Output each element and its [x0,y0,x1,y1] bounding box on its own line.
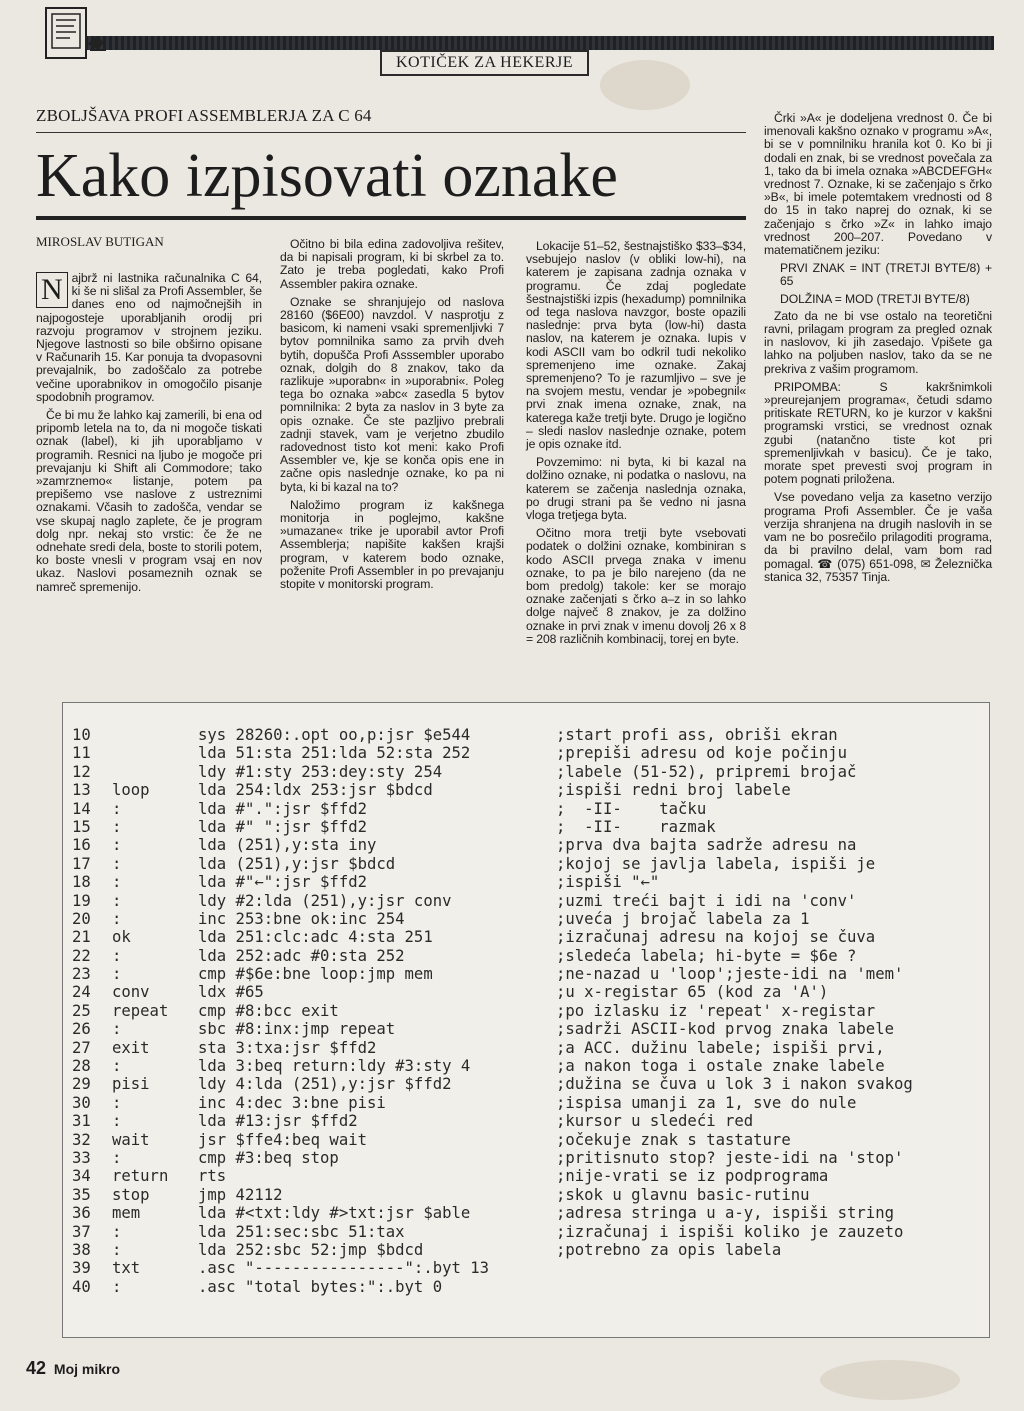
line-instruction: lda 252:adc #0:sta 252 [198,946,405,965]
line-comment: ;izračunaj adresu na kojoj se čuva [556,928,876,947]
listing-line [72,1002,982,1020]
line-instruction: lda 254:ldx 253:jsr $bdcd [198,781,433,800]
listing-line [72,1204,982,1222]
line-comment: ;u x-registar 65 (kod za 'A') [556,983,829,1002]
line-instruction: lda 251:clc:adc 4:sta 251 [198,928,433,947]
line-instruction: .asc "----------------":.byt 13 [198,1259,490,1278]
line-instruction: ldy #1:sty 253:dey:sty 254 [198,762,443,781]
line-instruction: lda #<txt:ldy #>txt:jsr $able [198,1204,471,1223]
header-band [46,36,994,50]
line-label: txt [112,1259,141,1278]
line-label: : [112,1222,122,1241]
paragraph: Povzemimo: ni byta, ki bi kazal na dolžino oznake, ni podatka o naslovu, na katerem se začenja naslednja oznaka, po drugi strani pa še vedno ni jasna vloga tretjega byta. [526,455,746,523]
line-number: 30 [72,1093,91,1112]
line-number: 21 [72,928,91,947]
line-label [112,763,198,781]
line-label: return [112,1167,169,1186]
line-instruction: lda #13:jsr $ffd2 [198,1112,358,1131]
line-instruction: jmp 42112 [198,1185,283,1204]
listing-line [72,1278,982,1296]
paragraph: Vse povedano velja za kasetno verzijo programa Profi Assembler. Če je vaša verzija shranjena na drugih naslovih in se vam ne bo posrečilo prilagoditi programa, da bi pravilno delal, vam bom rad pomagal. ☎ (075) 651-098, ✉ Železnička stanica 32, 75357 Tinja. [764,490,992,584]
listing-line [72,744,982,762]
listing-line [72,800,982,818]
line-instruction: ldy #2:lda (251),y:jsr conv [198,891,452,910]
listing-line [72,947,982,965]
line-instruction: cmp #$6e:bne loop:jmp mem [198,965,433,984]
line-instruction: lda (251),y:jsr $bdcd [198,854,396,873]
line-comment: ;adresa stringa u a-y, ispiši string [556,1204,894,1223]
line-comment: ;ne-nazad u 'loop';jeste-idi na 'mem' [556,965,904,984]
listing-line [72,1167,982,1185]
line-number: 25 [72,1001,91,1020]
line-comment: ;ispisa umanji za 1, sve do nule [556,1093,857,1112]
line-label: : [112,946,122,965]
line-instruction: lda #"←":jsr $ffd2 [198,873,367,892]
line-number: 27 [72,1038,91,1057]
line-comment: ;skok u glavnu basic-rutinu [556,1185,810,1204]
line-label: pisi [112,1075,150,1094]
line-number: 22 [72,946,91,965]
line-label: : [112,1020,122,1039]
line-comment: ;prva dva bajta sadrže adresu na [556,836,857,855]
listing-line [72,836,982,854]
formula: DOLŽINA = MOD (TRETJI BYTE/8) [780,291,970,306]
line-instruction: rts [198,1167,227,1186]
line-label: exit [112,1038,150,1057]
listing-line [72,1241,982,1259]
listing-line [72,910,982,928]
line-comment: ; -II- razmak [556,817,716,836]
paragraph: Lokacije 51–52, šestnajstiško $33–$34, vsebujejo naslov (v obliki low-hi), na katerem je zapisana zadnja oznaka v programu. Če zdaj pogledate šestnajstiški izpis (hexadump) pomnilnika od tega naslova navzgor, boste opazili naslednje: prva byta (low-hi) dasta naslov, na katerem je oznaka. Iupis v kodi ASCII vam bo odkril tudi nekoliko spremenjeno ime oznake. Zakaj spremenjeno? To je razumljivo – sve je na svojem mestu, vendar je »pobegnil« prvi znak imena oznake, znak, na katerega kaže tretji byte. Drugo je logično – sledi naslov naslednje oznake, potem je opis oznake itd. [526,239,746,452]
line-comment: ;kursor u sledeći red [556,1112,754,1131]
line-label: : [112,1240,122,1259]
line-number: 12 [72,762,91,781]
column-3 [526,240,746,651]
paragraph: Očitno bi bila edina zadovoljiva rešitev, da bi napisali program, ki bi skrbel za to. Zato je treba pogledati, kako Profi Assembler pakira oznake. [280,237,504,291]
line-number: 36 [72,1204,91,1223]
line-comment: ;ispiši "←" [556,873,660,892]
listing-line [72,726,982,744]
line-label: : [112,854,122,873]
line-instruction: inc 4:dec 3:bne pisi [198,1093,386,1112]
listing-line [72,1057,982,1075]
line-number: 19 [72,891,91,910]
listing-line [72,873,982,891]
column-4 [764,112,992,589]
line-number: 32 [72,1130,91,1149]
line-label: wait [112,1130,150,1149]
line-comment: ; -II- tačku [556,799,707,818]
line-number: 13 [72,781,91,800]
line-instruction: sys 28260:.opt oo,p:jsr $e544 [198,726,471,744]
line-comment [556,1259,976,1277]
listing-line [72,983,982,1001]
line-number: 14 [72,799,91,818]
line-number: 28 [72,1057,91,1076]
paragraph: Če bi mu že lahko kaj zamerili, bi ena od pripomb letela na to, da ni mogoče tiskati oznak (label), ki jih uporabljamo v programih. Resnici na ljubo je mogoče pri prevajanju ki Shift ali Commodore; tako »zamrznemo« listanje, potem pa prepišemo vse naslove z ustreznimi oznakami. Včasih to zadošča, vendar se vse skupaj naglo zaplete, če je program dolg npr. nekaj sto vrstic: če že ne odnehate sredi dela, boste to storili potem, ko boste vnesli v program vsaj en nov ukaz. Naslovi posameznih oznak se namreč spremenijo. [36,408,262,594]
line-comment: ;dužina se čuva u lok 3 i nakon svakog [556,1075,913,1094]
line-comment: ;po izlasku iz 'repeat' x-registar [556,1001,876,1020]
listing-line [72,763,982,781]
divider [36,216,746,220]
listing-line [72,1020,982,1038]
line-label: : [112,817,122,836]
line-comment [556,1278,976,1296]
line-label: : [112,799,122,818]
line-number: 24 [72,983,91,1002]
line-instruction: cmp #3:beq stop [198,1148,339,1167]
line-label: : [112,1093,122,1112]
line-instruction: lda 3:beq return:ldy #3:sty 4 [198,1057,471,1076]
line-number: 29 [72,1075,91,1094]
line-instruction: ldx #65 [198,983,264,1002]
line-instruction: sbc #8:inx:jmp repeat [198,1020,396,1039]
line-instruction: cmp #8:bcc exit [198,1001,339,1020]
line-number: 11 [72,744,91,763]
line-label [112,744,198,762]
line-label: : [112,873,122,892]
line-comment: ;očekuje znak s tastature [556,1130,791,1149]
paragraph: PRIPOMBA: S kakršnimkoli »preurejanjem programa«, četudi sdamo pritiskate RETURN, ko je kurzor v kakšni programski vrstici, se vrednost oznak zgubi (natančno tiste kot pri spremenljivkah v basicu). Če je tako, morate spet prevesti svoj program in potem pognati priložena. [764,379,992,487]
listing-line [72,1186,982,1204]
line-label: : [112,965,122,984]
paper-stain [820,1360,960,1400]
line-instruction: lda 251:sec:sbc 51:tax [198,1222,405,1241]
line-label: : [112,891,122,910]
line-comment: ;kojoj se javlja labela, ispiši je [556,854,876,873]
article-title: Kako izpisovati oznake [36,142,618,210]
line-instruction: jsr $ffe4:beq wait [198,1130,367,1149]
listing-line [72,781,982,799]
paragraph: Očitno mora tretji byte vsebovati podatek o dolžini oznake, kombiniran s kodo ASCII prvega znaka v imenu oznake, to pa je bilo narejeno (da ne bom predolg) takole: ker se morajo oznake začenjati s črko a–z in so lahko dolge največ 8 znakov, je za dolžino oznake in prvi znak v imenu dovolj 26 x 8 = 208 različnih kombinacij, torej en byte. [526,526,746,646]
program-listing [72,726,982,1296]
listing-line [72,892,982,910]
line-label: repeat [112,1001,169,1020]
line-number: 15 [72,817,91,836]
listing-line [72,928,982,946]
line-comment: ;start profi ass, obriši ekran [556,726,838,744]
line-instruction: lda #".":jsr $ffd2 [198,799,367,818]
line-instruction: inc 253:bne ok:inc 254 [198,909,405,928]
line-number: 39 [72,1259,91,1278]
line-instruction: .asc "total bytes:":.byt 0 [198,1277,443,1296]
line-instruction: ldy 4:lda (251),y:jsr $ffd2 [198,1075,452,1094]
line-label: : [112,836,122,855]
listing-line [72,1259,982,1277]
line-label: mem [112,1204,141,1223]
listing-line [72,965,982,983]
line-label: : [112,1277,122,1296]
line-label: : [112,1112,122,1131]
line-number: 18 [72,873,91,892]
line-label: loop [112,781,150,800]
line-comment: ;uveća j brojač labela za 1 [556,909,810,928]
line-number: 20 [72,909,91,928]
divider [36,132,746,133]
paragraph: Črki »A« je dodeljena vrednost 0. Če bi imenovali kakšno oznako v programu »A«, bi se v pomnilniku hranila kot 0. Ko bi ji dodali en znak, bi se vrednost povečala za 1, tako da bi imela oznaka »ABCDEFGH« vrednost 7. Oznake, ki se začenjajo s črko »B«, bi imele potemtakem vrednosti od 8 do 15 in tako naprej do oznak, ki se začenjajo s črko »Z« in lahko imajo vrednost 200–207. Povedano v matematičnem jeziku: [764,111,992,258]
drop-cap: N [36,272,68,308]
line-label [112,726,198,744]
listing-line [72,1223,982,1241]
listing-line [72,818,982,836]
line-comment: ;pritisnuto stop? jeste-idi na 'stop' [556,1148,904,1167]
paper-stain [600,60,690,110]
line-number: 40 [72,1277,91,1296]
line-number: 17 [72,854,91,873]
line-number: 34 [72,1167,91,1186]
line-comment: ;ispiši redni broj labele [556,781,791,800]
line-number: 35 [72,1185,91,1204]
line-instruction: sta 3:txa:jsr $ffd2 [198,1038,377,1057]
line-instruction: lda #" ":jsr $ffd2 [198,817,367,836]
line-label: : [112,1148,122,1167]
listing-line [72,1131,982,1149]
line-comment: ;prepiši adresu od koje počinju [556,744,848,763]
line-comment: ;nije-vrati se iz podprograma [556,1167,829,1186]
column-2 [280,238,504,596]
line-label: stop [112,1185,150,1204]
line-label: ok [112,928,131,947]
line-comment: ;sadrži ASCII-kod prvog znaka labele [556,1020,894,1039]
line-comment: ;a ACC. dužinu labele; ispiši prvi, [556,1038,885,1057]
column-1 [36,272,262,599]
line-number: 38 [72,1240,91,1259]
line-comment: ;a nakon toga i ostale znake labele [556,1057,885,1076]
author-byline: MIROSLAV BUTIGAN [36,234,164,249]
paragraph: Oznake se shranjujejo od naslova 28160 ($6E00) navzdol. V nasprotju z basicom, ki nameni vsaki spremenljivki 7 bytov pomnilnika samo za prvih dveh bytih, dopušča Profi Asssembler uporabo oznak, dolgih do 8 znakov, tako da razlikuje »uporabn« in »uporabni«. Poleg tega bo oznaka »abc« zasedla 5 bytov pomnilnika: 2 byta za naslov in 3 byte za opis oznake. Če ste pazljivo prebrali zadnji stavek, vam je verjetno zbudilo radovednost tisto kot meni: kako Profi Assembler ve, kje se konča opis ene in začne opis naslednje oznake, ko pa ni byta, ki bi kazal na to? [280,294,504,494]
line-comment: ;izračunaj i ispiši koliko je zauzeto [556,1222,904,1241]
line-number: 37 [72,1222,91,1241]
page-footer [26,1358,120,1379]
paragraph: N ajbrž ni lastnika računalnika C 64, ki še ni slišal za Profi Assembler, še danes eno od najmočnejših in najpogosteje uporabljanih orodij pri razvoju programov v strojnem jeziku. Njegove lastnosti so bile obširno opisane v Računarih 15. Kar ponuja ta dvopasovni prevajalnik, bo zadoščalo za potrebe večine uporabnikov in omogočilo pisanje spodobnih programov. [36,271,262,404]
computer-terminal-icon [44,6,110,62]
line-label: conv [112,983,150,1002]
page-number: 42 [26,1358,47,1378]
line-label: : [112,1057,122,1076]
line-instruction: lda 252:sbc 52:jmp $bdcd [198,1240,424,1259]
listing-line [72,1039,982,1057]
line-comment: ;uzmi treći bajt i idi na 'conv' [556,891,857,910]
listing-line [72,1094,982,1112]
line-instruction: lda 51:sta 251:lda 52:sta 252 [198,744,471,763]
paragraph: Naložimo program iz kakšnega monitorja in poglejmo, kakšne »umazane« trike je uporabil avtor Profi Assemblerja; napišite kakšen krajši program, v katerem bodo oznake, poženite Profi Assembler in po prevajanju stopite v monitorski program. [280,497,504,592]
magazine-name: Moj mikro [53,1361,121,1377]
article-kicker: ZBOLJŠAVA PROFI ASSEMBLERJA ZA C 64 [36,106,372,125]
line-number: 33 [72,1148,91,1167]
listing-line [72,1149,982,1167]
line-number: 16 [72,836,91,855]
line-label: : [112,909,122,928]
paragraph: Zato da ne bi vse ostalo na teoretični ravni, prilagam program za pregled oznak in naslovov, ki jih zasedajo. Vpišete ga lahko na poljuben naslov, tako da se ne prekriva z vašim programom. [764,308,992,376]
listing-line [72,1112,982,1130]
section-tag: KOTIČEK ZA HEKERJE [380,50,589,76]
formula: PRVI ZNAK = INT (TRETJI BYTE/8) + 65 [780,261,992,289]
line-comment: ;labele (51-52), pripremi brojač [556,762,857,781]
line-comment: ;sledeća labela; hi-byte = $6e ? [556,946,857,965]
line-comment: ;potrebno za opis labela [556,1240,782,1259]
line-number: 26 [72,1020,91,1039]
line-number: 31 [72,1112,91,1131]
listing-line [72,1075,982,1093]
listing-line [72,855,982,873]
line-number: 23 [72,965,91,984]
line-number: 10 [72,726,91,744]
line-instruction: lda (251),y:sta iny [198,836,377,855]
